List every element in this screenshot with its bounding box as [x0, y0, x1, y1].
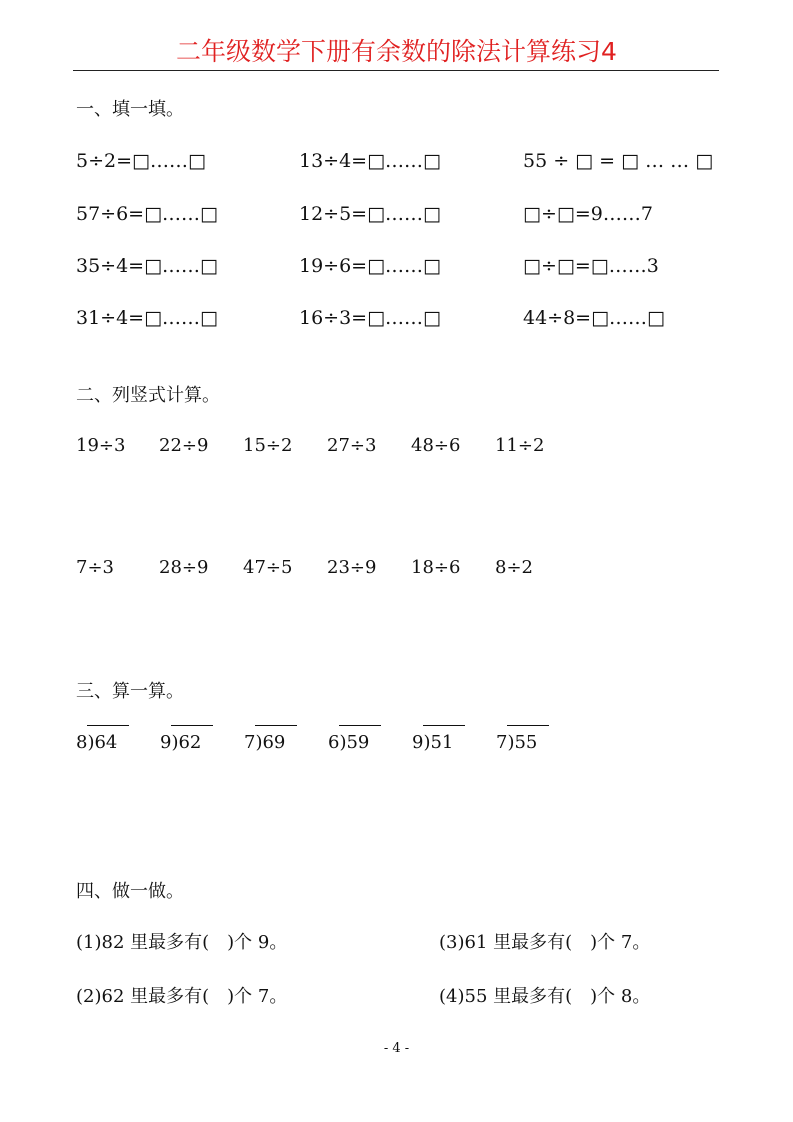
page-title: 二年级数学下册有余数的除法计算练习4 — [176, 37, 617, 66]
section-3-heading: 三、算一算。 — [76, 681, 184, 702]
fill-item: 13÷4=□……□ — [299, 150, 442, 172]
fill-item: □÷□=9……7 — [523, 203, 653, 225]
dividend: 62 — [178, 732, 202, 753]
divisor: 7 — [496, 732, 508, 753]
fill-item: 57÷6=□……□ — [76, 203, 219, 225]
fill-item: 12÷5=□……□ — [299, 203, 442, 225]
division-problem: 47÷5 — [243, 557, 293, 578]
fill-item: □÷□=□……3 — [523, 255, 659, 277]
dividend: 64 — [94, 732, 118, 753]
fill-item: 5÷2=□……□ — [76, 150, 206, 172]
title-rule — [73, 70, 719, 71]
division-bracket-bar — [507, 725, 549, 726]
long-division-item: 6)59 — [328, 731, 369, 755]
fill-item: 55 ÷ □ = □ … … □ — [523, 150, 714, 172]
fill-item: 16÷3=□……□ — [299, 307, 442, 329]
fill-item: 35÷4=□……□ — [76, 255, 219, 277]
division-bracket-bar — [255, 725, 297, 726]
dividend: 59 — [346, 732, 370, 753]
divisor: 7 — [244, 732, 256, 753]
question-item: (2)62 里最多有( )个 7。 — [76, 986, 288, 1007]
question-item: (4)55 里最多有( )个 8。 — [439, 986, 651, 1007]
page-number: - 4 - — [383, 1041, 410, 1056]
division-problem: 7÷3 — [76, 557, 114, 578]
section-1-heading: 一、填一填。 — [76, 99, 184, 120]
division-problem: 11÷2 — [495, 435, 545, 456]
long-division-item: 8)64 — [76, 731, 117, 755]
question-item: (3)61 里最多有( )个 7。 — [439, 932, 651, 953]
long-division-item: 9)62 — [160, 731, 201, 755]
fill-item: 44÷8=□……□ — [523, 307, 666, 329]
division-problem: 22÷9 — [159, 435, 209, 456]
division-problem: 15÷2 — [243, 435, 293, 456]
divisor: 8 — [76, 732, 88, 753]
fill-item: 19÷6=□……□ — [299, 255, 442, 277]
fill-item: 31÷4=□……□ — [76, 307, 219, 329]
dividend: 55 — [514, 732, 538, 753]
long-division-item: 9)51 — [412, 731, 453, 755]
division-problem: 19÷3 — [76, 435, 126, 456]
divisor: 9 — [412, 732, 424, 753]
division-problem: 23÷9 — [327, 557, 377, 578]
division-problem: 8÷2 — [495, 557, 533, 578]
division-bracket-bar — [87, 725, 129, 726]
divisor: 6 — [328, 732, 340, 753]
section-2-heading: 二、列竖式计算。 — [76, 385, 220, 406]
divisor: 9 — [160, 732, 172, 753]
division-problem: 18÷6 — [411, 557, 461, 578]
long-division-item: 7)69 — [244, 731, 285, 755]
division-bracket-bar — [171, 725, 213, 726]
division-problem: 27÷3 — [327, 435, 377, 456]
long-division-item: 7)55 — [496, 731, 537, 755]
section-4-heading: 四、做一做。 — [76, 881, 184, 902]
division-problem: 48÷6 — [411, 435, 461, 456]
division-bracket-bar — [423, 725, 465, 726]
division-problem: 28÷9 — [159, 557, 209, 578]
dividend: 69 — [262, 732, 286, 753]
dividend: 51 — [430, 732, 454, 753]
division-bracket-bar — [339, 725, 381, 726]
question-item: (1)82 里最多有( )个 9。 — [76, 932, 288, 953]
